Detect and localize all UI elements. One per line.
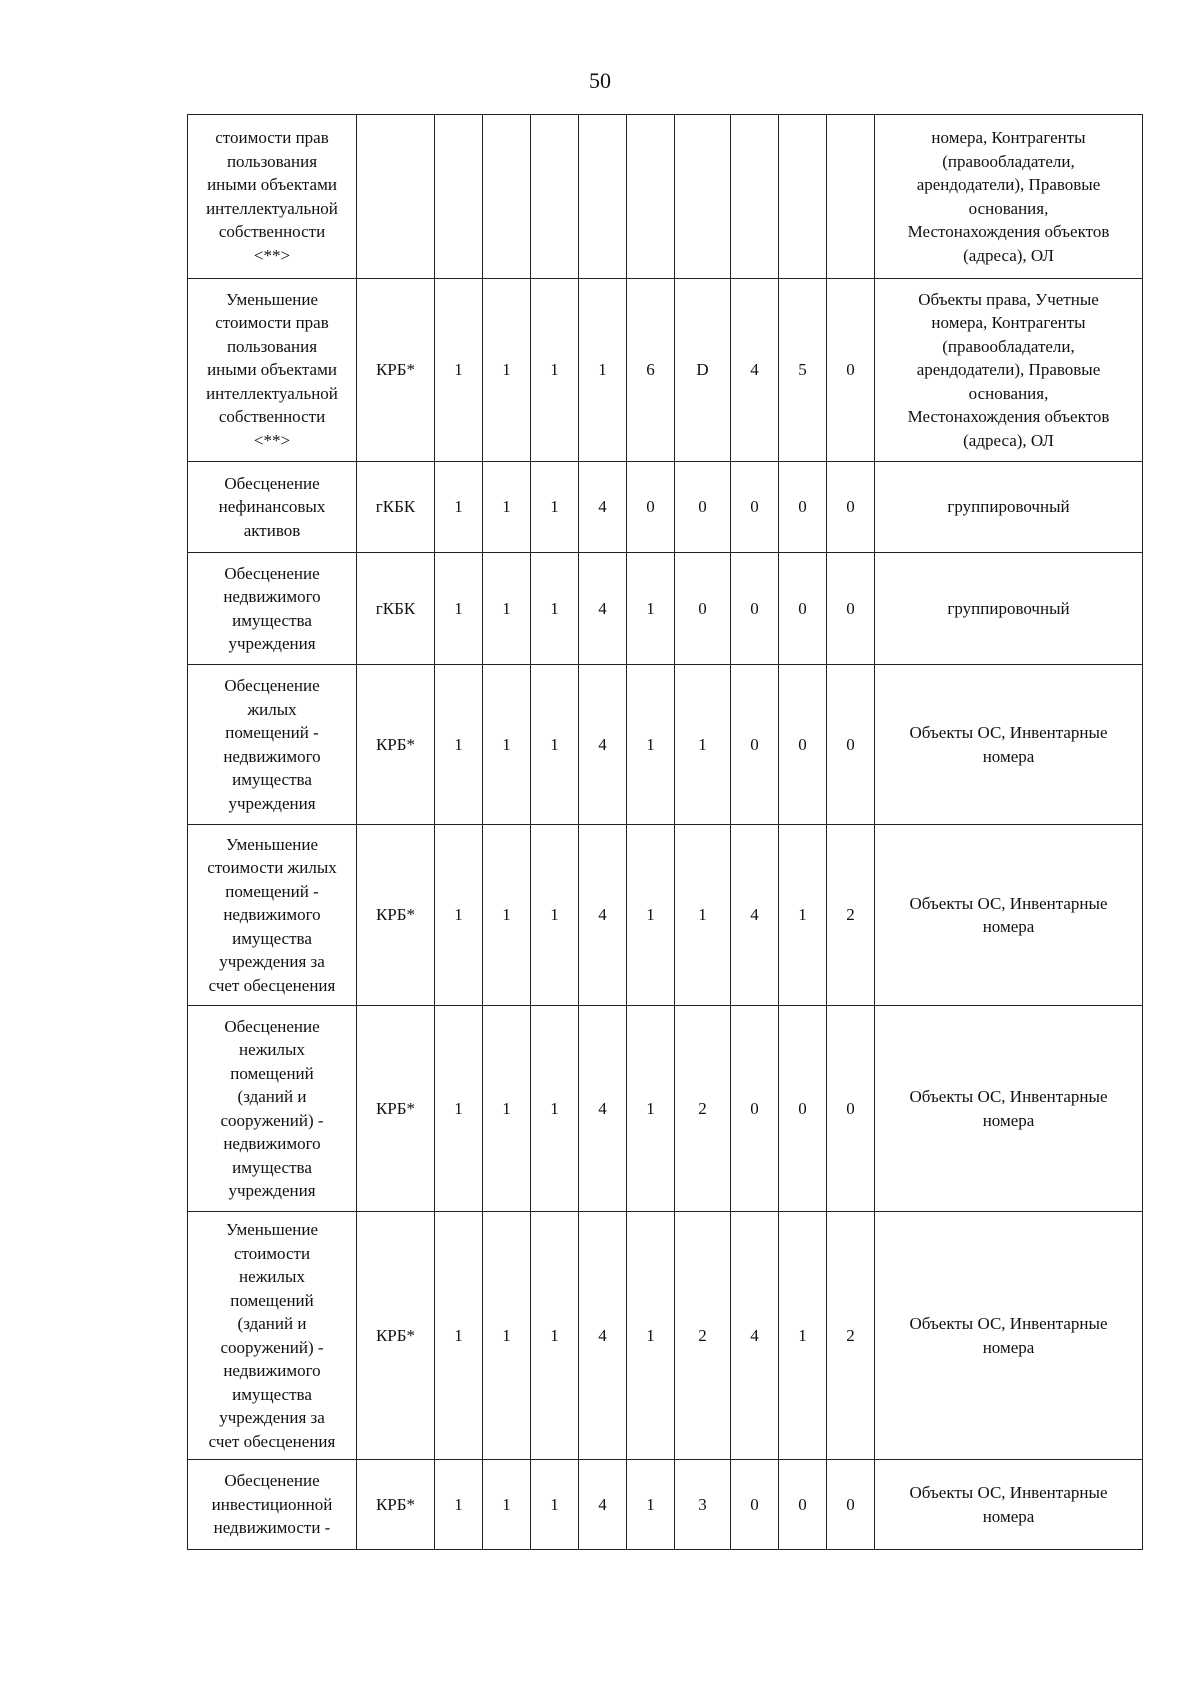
account-name-line: недвижимого bbox=[223, 746, 321, 766]
account-digit-cell: 1 bbox=[435, 1006, 483, 1212]
account-name-line: <**> bbox=[253, 245, 291, 265]
account-digit-cell: 1 bbox=[435, 462, 483, 553]
account-digit-cell: 0 bbox=[827, 553, 875, 665]
page-number: 50 bbox=[589, 68, 611, 93]
account-digit-cell: 6 bbox=[627, 279, 675, 462]
account-name-line: учреждения за bbox=[219, 952, 325, 972]
analytics-line: арендодатели), Правовые bbox=[916, 175, 1101, 194]
account-name-line: стоимости жилых bbox=[207, 858, 337, 878]
account-name-line: собственности bbox=[218, 407, 326, 427]
account-digit-cell bbox=[675, 115, 731, 279]
analytics-line: (адреса), ОЛ bbox=[963, 430, 1054, 450]
account-digit-cell bbox=[779, 115, 827, 279]
account-digit-cell: 1 bbox=[531, 279, 579, 462]
account-digit-cell: 0 bbox=[779, 665, 827, 825]
analytics-cell bbox=[875, 825, 1143, 1006]
account-name-line: (зданий и bbox=[237, 1087, 307, 1106]
account-digit-cell: 1 bbox=[435, 1212, 483, 1460]
account-digit-cell: 1 bbox=[627, 553, 675, 665]
analytics-line: номера bbox=[982, 917, 1035, 936]
table-row bbox=[188, 1212, 1143, 1460]
table-row bbox=[188, 115, 1143, 279]
account-digit-cell: 1 bbox=[627, 665, 675, 825]
account-digit-cell bbox=[483, 115, 531, 279]
table-row bbox=[188, 665, 1143, 825]
account-name-line: имущества bbox=[232, 1384, 312, 1404]
analytics-line: основания, bbox=[968, 383, 1049, 403]
account-digit-cell: 4 bbox=[579, 665, 627, 825]
account-digit-cell: 0 bbox=[731, 462, 779, 553]
account-name-line: недвижимого bbox=[223, 1134, 321, 1153]
account-name-line: стоимости прав bbox=[215, 128, 329, 147]
analytics-line: арендодатели), Правовые bbox=[916, 360, 1101, 380]
account-digit-cell: 3 bbox=[675, 1460, 731, 1550]
account-digit-cell: 1 bbox=[435, 825, 483, 1006]
accounts-table bbox=[187, 114, 1143, 1550]
account-digit-cell bbox=[435, 115, 483, 279]
account-digit-cell: 1 bbox=[435, 665, 483, 825]
analytics-line: Местонахождения объектов bbox=[907, 407, 1110, 427]
account-name-line: имущества bbox=[232, 610, 312, 630]
account-name-cell bbox=[188, 553, 357, 665]
account-name-line: недвижимого bbox=[223, 587, 321, 606]
table-row bbox=[188, 825, 1143, 1006]
analytics-cell bbox=[875, 1460, 1143, 1550]
account-name-line: интеллектуальной bbox=[206, 198, 338, 218]
analytics-line: номера bbox=[982, 1110, 1035, 1130]
analytics-cell bbox=[875, 665, 1143, 825]
account-name-line: Обесценение bbox=[224, 676, 320, 695]
table-body bbox=[188, 115, 1143, 1550]
account-name-line: <**> bbox=[253, 430, 291, 450]
analytics-cell bbox=[875, 279, 1143, 462]
account-digit-cell: 1 bbox=[627, 1212, 675, 1460]
account-name-line: Обесценение bbox=[224, 1471, 320, 1491]
account-name-line: учреждения bbox=[228, 1181, 316, 1200]
account-digit-cell bbox=[579, 115, 627, 279]
account-digit-cell: 0 bbox=[827, 665, 875, 825]
account-name-line: Обесценение bbox=[224, 563, 320, 583]
account-digit-cell bbox=[627, 115, 675, 279]
account-digit-cell: 0 bbox=[627, 462, 675, 553]
account-digit-cell: 0 bbox=[827, 1006, 875, 1212]
account-name-line: собственности bbox=[218, 222, 326, 241]
account-digit-cell: 4 bbox=[579, 1212, 627, 1460]
account-name-line: сооружений) - bbox=[220, 1110, 324, 1130]
account-digit-cell: 0 bbox=[731, 1006, 779, 1212]
account-digit-cell: 1 bbox=[531, 665, 579, 825]
account-digit-cell: 2 bbox=[675, 1006, 731, 1212]
account-digit-cell: 1 bbox=[483, 665, 531, 825]
analytics-line: группировочный bbox=[947, 497, 1070, 517]
account-digit-cell: 5 bbox=[779, 279, 827, 462]
account-digit-cell: 2 bbox=[675, 1212, 731, 1460]
account-digit-cell: 1 bbox=[483, 462, 531, 553]
account-name-cell bbox=[188, 665, 357, 825]
analytics-line: (адреса), ОЛ bbox=[963, 245, 1054, 265]
account-digit-cell: 1 bbox=[435, 553, 483, 665]
analytics-cell bbox=[875, 553, 1143, 665]
account-name-line: счет обесценения bbox=[208, 1431, 336, 1451]
account-digit-cell: 1 bbox=[483, 1212, 531, 1460]
account-name-line: Уменьшение bbox=[225, 1220, 319, 1239]
account-type-cell: КРБ* bbox=[357, 1460, 435, 1550]
account-name-line: (зданий и bbox=[237, 1314, 307, 1333]
account-name-line: иными объектами bbox=[207, 360, 337, 380]
analytics-line: (правообладатели, bbox=[942, 336, 1075, 356]
account-name-line: учреждения за bbox=[219, 1408, 325, 1427]
account-name-line: учреждения bbox=[228, 634, 316, 653]
table-row bbox=[188, 1460, 1143, 1550]
account-digit-cell bbox=[827, 115, 875, 279]
account-digit-cell: 4 bbox=[579, 1006, 627, 1212]
account-name-line: нефинансовых bbox=[218, 497, 326, 517]
account-type-cell: КРБ* bbox=[357, 279, 435, 462]
account-digit-cell: 1 bbox=[531, 1460, 579, 1550]
account-digit-cell: 1 bbox=[435, 1460, 483, 1550]
analytics-line: Объекты ОС, Инвентарные bbox=[909, 1087, 1108, 1106]
account-name-cell bbox=[188, 825, 357, 1006]
account-digit-cell: 1 bbox=[483, 825, 531, 1006]
account-name-cell bbox=[188, 279, 357, 462]
account-digit-cell: 0 bbox=[827, 279, 875, 462]
account-digit-cell: 0 bbox=[675, 553, 731, 665]
account-digit-cell: 1 bbox=[531, 825, 579, 1006]
account-name-line: помещений bbox=[230, 1063, 314, 1083]
account-name-line: Обесценение bbox=[224, 473, 320, 493]
account-digit-cell: 1 bbox=[531, 553, 579, 665]
account-digit-cell: 1 bbox=[483, 1006, 531, 1212]
account-digit-cell: 1 bbox=[435, 279, 483, 462]
analytics-cell bbox=[875, 1212, 1143, 1460]
account-name-cell bbox=[188, 1460, 357, 1550]
account-digit-cell: 4 bbox=[731, 825, 779, 1006]
account-digit-cell bbox=[731, 115, 779, 279]
account-name-cell bbox=[188, 462, 357, 553]
account-digit-cell: 1 bbox=[627, 1006, 675, 1212]
analytics-line: группировочный bbox=[947, 598, 1070, 618]
account-name-line: Уменьшение bbox=[225, 289, 319, 309]
analytics-line: (правообладатели, bbox=[942, 151, 1075, 171]
account-digit-cell: 4 bbox=[579, 462, 627, 553]
account-digit-cell: 0 bbox=[779, 1006, 827, 1212]
account-name-line: помещений - bbox=[225, 723, 319, 742]
account-digit-cell: 4 bbox=[579, 553, 627, 665]
account-name-line: иными объектами bbox=[207, 175, 337, 194]
account-digit-cell: 1 bbox=[483, 279, 531, 462]
account-digit-cell: 1 bbox=[483, 1460, 531, 1550]
account-name-line: помещений - bbox=[225, 881, 319, 901]
account-name-line: Обесценение bbox=[224, 1016, 320, 1036]
account-digit-cell: 0 bbox=[827, 1460, 875, 1550]
account-name-line: недвижимости - bbox=[213, 1518, 331, 1538]
account-digit-cell: 1 bbox=[675, 825, 731, 1006]
analytics-line: Объекты ОС, Инвентарные bbox=[909, 893, 1108, 913]
account-name-cell bbox=[188, 1006, 357, 1212]
analytics-line: Объекты права, Учетные bbox=[918, 289, 1099, 309]
account-digit-cell: 0 bbox=[675, 462, 731, 553]
account-name-line: Уменьшение bbox=[225, 834, 319, 854]
account-name-line: помещений bbox=[230, 1290, 314, 1310]
account-digit-cell: 0 bbox=[779, 462, 827, 553]
account-digit-cell bbox=[531, 115, 579, 279]
account-digit-cell: 4 bbox=[579, 825, 627, 1006]
account-type-cell: КРБ* bbox=[357, 1212, 435, 1460]
account-digit-cell: 0 bbox=[827, 462, 875, 553]
analytics-line: номера bbox=[982, 1506, 1035, 1526]
account-name-line: активов bbox=[243, 520, 301, 540]
account-name-line: недвижимого bbox=[223, 1361, 321, 1380]
account-type-cell: КРБ* bbox=[357, 665, 435, 825]
account-type-cell: гКБК bbox=[357, 553, 435, 665]
analytics-cell bbox=[875, 462, 1143, 553]
account-name-cell bbox=[188, 1212, 357, 1460]
account-type-cell: КРБ* bbox=[357, 1006, 435, 1212]
account-name-cell bbox=[188, 115, 357, 279]
account-name-line: нежилых bbox=[239, 1267, 305, 1286]
account-name-line: имущества bbox=[232, 928, 312, 948]
account-name-line: учреждения bbox=[228, 793, 316, 813]
account-digit-cell: 0 bbox=[731, 665, 779, 825]
account-digit-cell: 1 bbox=[579, 279, 627, 462]
table-row bbox=[188, 279, 1143, 462]
account-name-line: недвижимого bbox=[223, 905, 321, 925]
account-digit-cell: D bbox=[675, 279, 731, 462]
analytics-line: Объекты ОС, Инвентарные bbox=[909, 1483, 1108, 1502]
analytics-line: Объекты ОС, Инвентарные bbox=[909, 1314, 1108, 1333]
account-digit-cell: 4 bbox=[731, 279, 779, 462]
analytics-line: номера, Контрагенты bbox=[931, 313, 1086, 333]
account-digit-cell: 0 bbox=[779, 1460, 827, 1550]
account-name-line: пользования bbox=[226, 336, 318, 356]
account-digit-cell: 1 bbox=[675, 665, 731, 825]
analytics-line: основания, bbox=[968, 198, 1049, 218]
analytics-cell bbox=[875, 1006, 1143, 1212]
account-digit-cell: 1 bbox=[779, 1212, 827, 1460]
account-name-line: пользования bbox=[226, 151, 318, 171]
account-name-line: инвестиционной bbox=[211, 1494, 333, 1514]
analytics-line: номера, Контрагенты bbox=[931, 128, 1086, 147]
account-digit-cell: 1 bbox=[531, 462, 579, 553]
account-name-line: жилых bbox=[247, 699, 297, 719]
account-digit-cell: 4 bbox=[579, 1460, 627, 1550]
account-digit-cell: 0 bbox=[731, 1460, 779, 1550]
account-name-line: имущества bbox=[232, 1157, 312, 1177]
analytics-line: номера bbox=[982, 1337, 1035, 1357]
analytics-cell bbox=[875, 115, 1143, 279]
account-digit-cell: 1 bbox=[531, 1006, 579, 1212]
account-name-line: счет обесценения bbox=[208, 975, 336, 995]
account-name-line: стоимости bbox=[233, 1243, 311, 1263]
account-name-line: нежилых bbox=[239, 1040, 305, 1059]
analytics-line: Местонахождения объектов bbox=[907, 222, 1110, 241]
account-digit-cell: 0 bbox=[779, 553, 827, 665]
table-row bbox=[188, 462, 1143, 553]
account-type-cell: КРБ* bbox=[357, 825, 435, 1006]
account-type-cell bbox=[357, 115, 435, 279]
account-digit-cell: 2 bbox=[827, 1212, 875, 1460]
analytics-line: Объекты ОС, Инвентарные bbox=[909, 723, 1108, 742]
account-digit-cell: 0 bbox=[731, 553, 779, 665]
account-digit-cell: 1 bbox=[483, 553, 531, 665]
account-digit-cell: 1 bbox=[627, 1460, 675, 1550]
account-name-line: интеллектуальной bbox=[206, 383, 338, 403]
account-type-cell: гКБК bbox=[357, 462, 435, 553]
account-name-line: сооружений) - bbox=[220, 1337, 324, 1357]
account-name-line: стоимости прав bbox=[215, 313, 329, 333]
account-digit-cell: 1 bbox=[779, 825, 827, 1006]
account-digit-cell: 2 bbox=[827, 825, 875, 1006]
table-row bbox=[188, 1006, 1143, 1212]
analytics-line: номера bbox=[982, 746, 1035, 766]
account-name-line: имущества bbox=[232, 770, 312, 789]
account-digit-cell: 1 bbox=[531, 1212, 579, 1460]
table-row bbox=[188, 553, 1143, 665]
account-digit-cell: 1 bbox=[627, 825, 675, 1006]
account-digit-cell: 4 bbox=[731, 1212, 779, 1460]
